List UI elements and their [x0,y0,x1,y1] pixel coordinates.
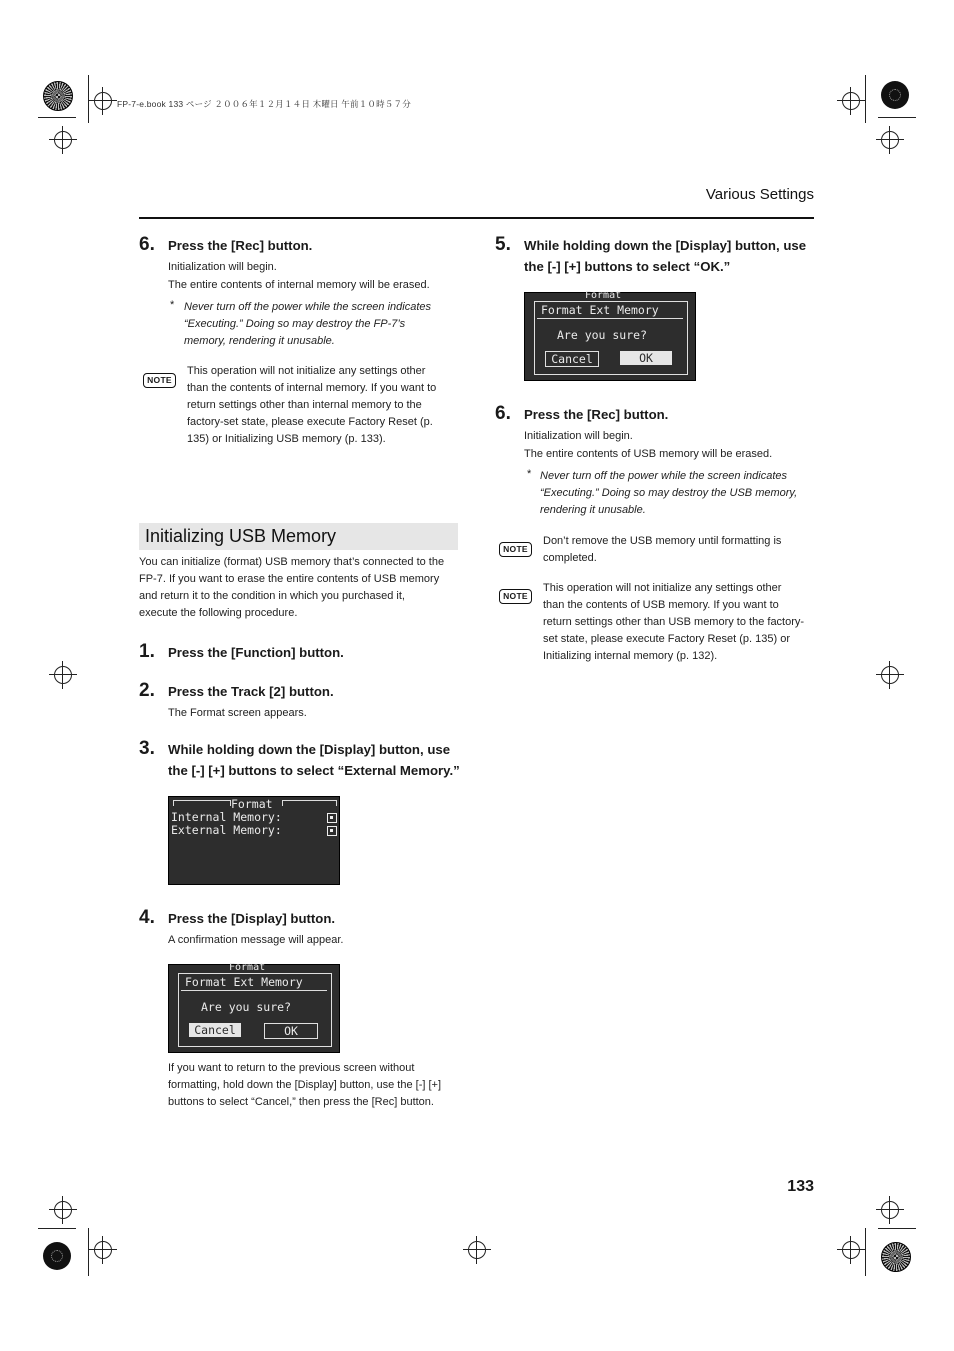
lcd-cancel-button: Cancel [545,351,599,367]
intro-text: execute the following procedure. [139,607,298,619]
lcd-divider [181,990,327,991]
lcd-confirm-screen [168,964,340,1053]
lcd-title-bar [282,800,337,806]
lcd-divider [537,318,683,319]
caution-text: Never turn off the power while the screen indicates [540,470,788,482]
step-3 [139,739,450,760]
lcd-dialog-heading: Format Ext Memory [541,303,659,317]
step-number: 5. [495,234,511,255]
crop-line [38,117,76,118]
note-text: set state, please execute Factory Reset (p. 135) or [543,633,791,645]
lcd-title-bar [173,800,231,806]
step-title: Press the [Function] button. [168,645,344,660]
lcd-dialog-heading: Format Ext Memory [185,975,303,989]
step-text: Initialization will begin. [168,261,277,273]
running-header: Various Settings [705,186,814,203]
cancel-text: formatting, hold down the [Display] button, use the [-] [+] [168,1079,442,1091]
crop-line [878,1228,916,1229]
cancel-text: If you want to return to the previous screen without [168,1062,415,1074]
caution-text: memory, rendering it unusable. [184,335,335,347]
note-badge: NOTE [499,542,532,557]
crop-line [865,1228,866,1276]
step-text: The Format screen appears. [168,707,307,719]
step-title: Press the [Rec] button. [524,407,669,422]
step-title-continued: the [-] [+] buttons to select “External Memory.” [168,763,460,778]
lcd-question: Are you sure? [201,1000,292,1014]
step-title: While holding down the [Display] button, use [524,238,807,253]
crop-line [88,1228,89,1276]
step-text: A confirmation message will appear. [168,934,344,946]
lcd-cancel-button: Cancel [189,1023,241,1037]
step-title: While holding down the [Display] button, use [168,742,451,757]
note-text: This operation will not initialize any settings other [543,582,782,594]
registration-wheel-icon [43,81,73,111]
crosshair-icon [842,92,860,110]
step-number: 6. [139,234,155,255]
crosshair-icon [94,1241,112,1259]
crosshair-icon [881,131,899,149]
crosshair-icon [881,1201,899,1219]
registration-solid-icon [43,1242,71,1270]
step-6-right [495,404,668,425]
lcd-question: Are you sure? [557,328,648,342]
step-number: 2. [139,680,155,701]
page-number: 133 [787,1178,814,1195]
step-title: Press the [Rec] button. [168,238,313,253]
crosshair-icon [881,666,899,684]
caution-text: “Executing.” Doing so may destroy the FP-7’s [184,318,406,330]
note-badge: NOTE [143,373,176,388]
caution-text: Never turn off the power while the screen indicates [184,301,432,313]
registration-solid-icon [881,81,909,109]
checkbox-icon [327,826,337,836]
crop-line [38,1228,76,1229]
crosshair-icon [54,131,72,149]
step-number: 1. [139,641,155,662]
section-title: Initializing USB Memory [145,526,337,546]
registration-wheel-icon [881,1242,911,1272]
step-title-continued: the [-] [+] buttons to select “OK.” [524,259,731,274]
lcd-title: Format [231,797,273,811]
note-text: factory-set state, please execute Factory Reset (p. [187,416,433,428]
cancel-text: buttons to select “Cancel,” then press the [Rec] button. [168,1096,434,1108]
step-2 [139,681,334,702]
step-6-left [139,235,312,256]
step-number: 4. [139,907,155,928]
note-text: than the contents of USB memory. If you want to [543,599,779,611]
step-4 [139,908,335,929]
lcd-ok-button: OK [264,1023,318,1039]
lcd-format-screen [168,796,340,885]
note-text: than the contents of internal memory. If you want to [187,382,437,394]
caution-text: rendering it unusable. [540,504,646,516]
caution-asterisk: * [170,299,175,311]
note-badge: NOTE [499,589,532,604]
caution-asterisk: * [527,468,532,480]
step-text: The entire contents of internal memory will be erased. [168,279,430,291]
lcd-title-partial: Format [585,290,622,301]
note-text: return settings other than USB memory to the factory- [543,616,805,628]
crosshair-icon [54,666,72,684]
step-title: Press the [Display] button. [168,911,336,926]
step-text: Initialization will begin. [524,430,633,442]
step-1 [139,642,344,663]
crosshair-icon [468,1241,486,1259]
checkbox-icon [327,813,337,823]
note-text: 135) or Initializing USB memory (p. 133). [187,433,386,445]
header-rule [139,217,814,219]
crosshair-icon [94,92,112,110]
lcd-title-partial: Format [229,962,266,973]
step-number: 6. [495,403,511,424]
lcd-row-external: External Memory: [171,823,282,837]
intro-text: FP-7. If you want to erase the entire contents of USB memory [139,573,440,585]
lcd-ok-button: OK [620,351,672,365]
lcd-confirm-screen-ok [524,292,696,381]
intro-text: You can initialize (format) USB memory that’s connected to the [139,556,445,568]
caution-text: “Executing.” Doing so may destroy the USB memory, [540,487,798,499]
step-5 [495,235,806,256]
crosshair-icon [54,1201,72,1219]
crop-line [88,75,89,123]
crop-line [865,75,866,123]
book-meta-line: FP-7-e.book 133 ページ ２００６年１２月１４日 木曜日 午前１０時５７分 [117,99,411,109]
note-text: This operation will not initialize any settings other [187,365,426,377]
step-number: 3. [139,738,155,759]
note-text: completed. [543,552,597,564]
crosshair-icon [842,1241,860,1259]
note-text: return settings other than internal memory to the [187,399,422,411]
note-text: Initializing internal memory (p. 132). [543,650,718,662]
crop-line [878,117,916,118]
note-text: Don’t remove the USB memory until formatting is [543,535,782,547]
step-text: The entire contents of USB memory will be erased. [524,448,773,460]
step-title: Press the Track [2] button. [168,684,334,699]
intro-text: and return it to the condition in which you purchased it, [139,590,405,602]
lcd-row-internal: Internal Memory: [171,810,282,824]
